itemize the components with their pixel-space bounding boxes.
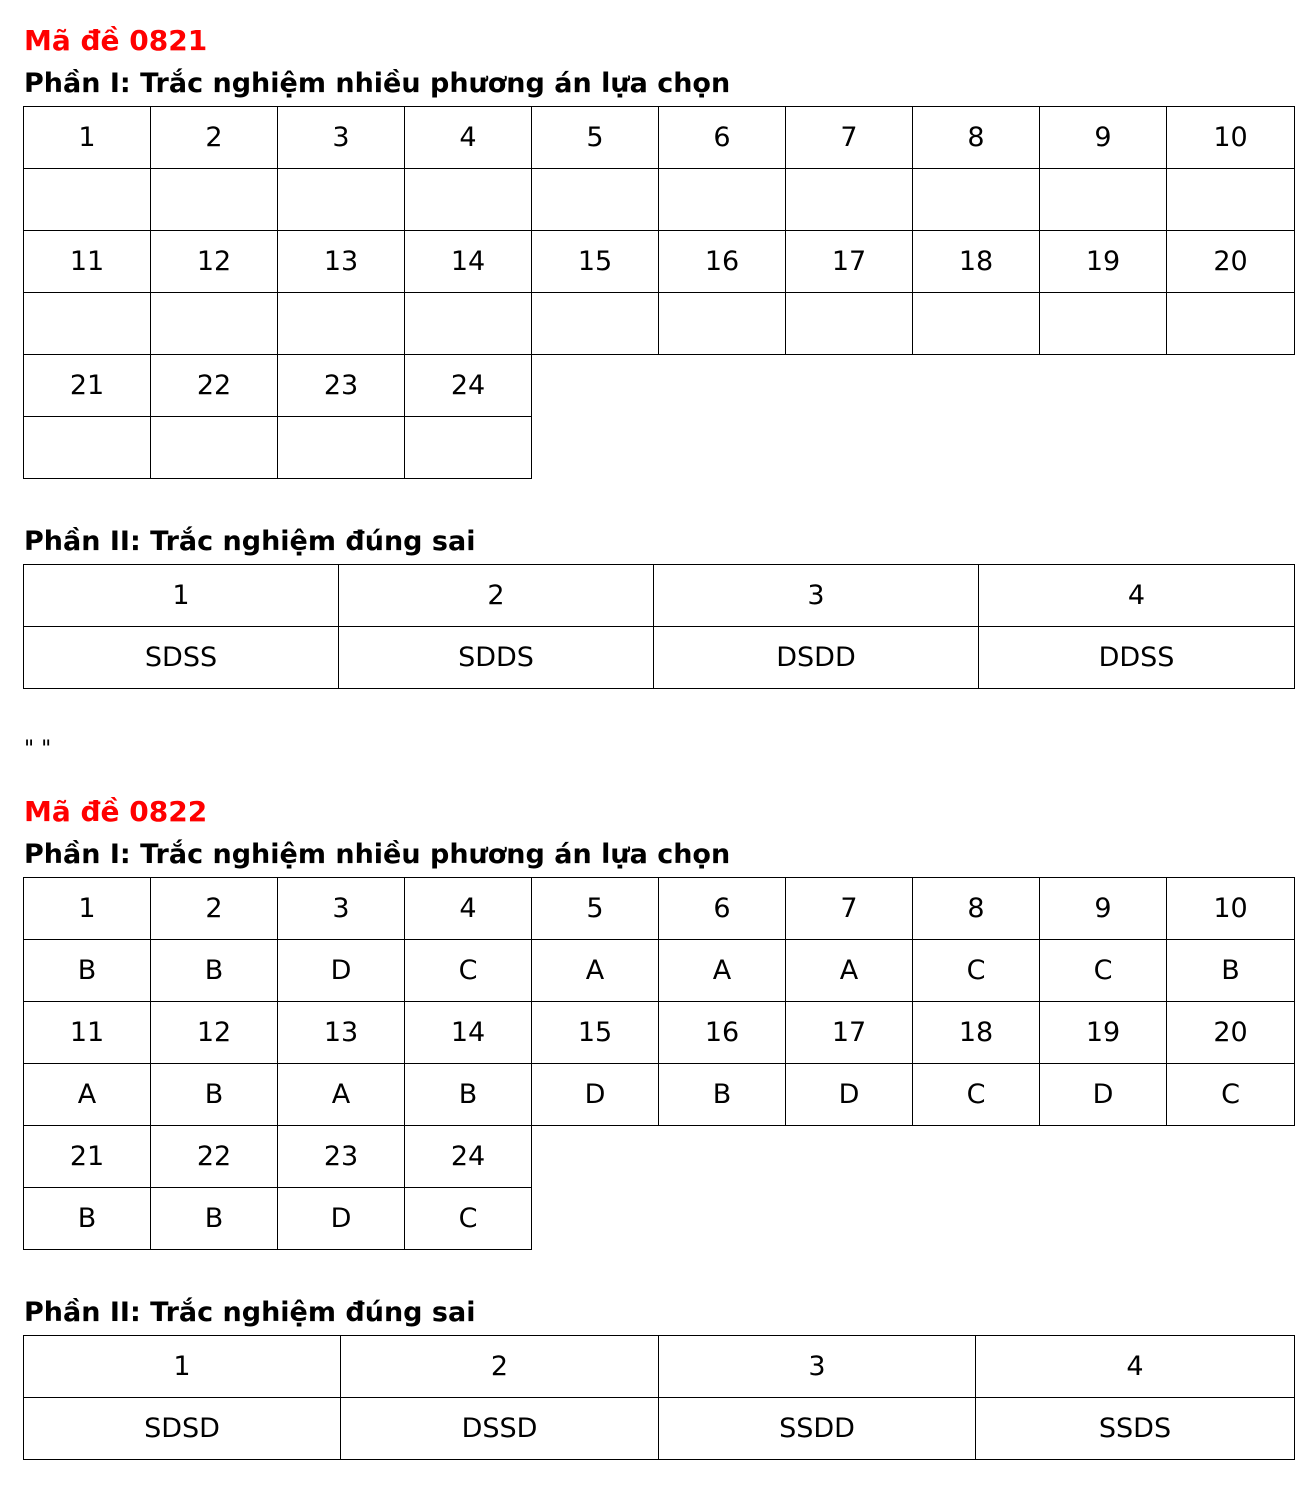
answer-cell bbox=[24, 169, 151, 231]
answer-cell bbox=[913, 169, 1040, 231]
question-number: 22 bbox=[151, 1126, 278, 1188]
question-number: 8 bbox=[913, 878, 1040, 940]
table-row bbox=[24, 1064, 1295, 1126]
question-number: 19 bbox=[1040, 1002, 1167, 1064]
answer-cell bbox=[151, 293, 278, 355]
answer-cell: SDSD bbox=[24, 1398, 341, 1460]
question-number: 1 bbox=[24, 107, 151, 169]
answer-cell bbox=[786, 169, 913, 231]
part1-answer-table-last-row bbox=[23, 354, 532, 479]
question-number: 9 bbox=[1040, 878, 1167, 940]
question-number: 14 bbox=[405, 1002, 532, 1064]
answer-cell: B bbox=[659, 1064, 786, 1126]
question-number: 24 bbox=[405, 355, 532, 417]
question-number: 10 bbox=[1167, 878, 1295, 940]
answer-cell: SSDS bbox=[976, 1398, 1295, 1460]
question-number: 4 bbox=[976, 1336, 1295, 1398]
question-number: 13 bbox=[278, 231, 405, 293]
question-number: 6 bbox=[659, 878, 786, 940]
table-row bbox=[24, 1002, 1295, 1064]
question-number: 3 bbox=[654, 565, 979, 627]
part2-title: Phần II: Trắc nghiệm đúng sai bbox=[24, 526, 476, 557]
table-row bbox=[24, 878, 1295, 940]
question-number: 11 bbox=[24, 1002, 151, 1064]
table-row bbox=[24, 627, 1295, 689]
exam-code-title: Mã đề 0821 bbox=[24, 24, 208, 57]
question-number: 16 bbox=[659, 1002, 786, 1064]
answer-cell bbox=[278, 169, 405, 231]
table-row bbox=[24, 107, 1295, 169]
table-row bbox=[24, 355, 532, 417]
separator-text: " " bbox=[24, 737, 52, 762]
answer-cell: C bbox=[405, 940, 532, 1002]
answer-cell: DSDD bbox=[654, 627, 979, 689]
answer-cell bbox=[24, 417, 151, 479]
table-row bbox=[24, 169, 1295, 231]
answer-cell bbox=[405, 417, 532, 479]
table-row bbox=[24, 293, 1295, 355]
part1-title: Phần I: Trắc nghiệm nhiều phương án lựa chọn bbox=[24, 839, 731, 870]
part1-answer-table bbox=[23, 877, 1295, 1126]
question-number: 12 bbox=[151, 1002, 278, 1064]
answer-cell: A bbox=[659, 940, 786, 1002]
answer-cell: SDSS bbox=[24, 627, 339, 689]
answer-cell: C bbox=[405, 1188, 532, 1250]
question-number: 2 bbox=[151, 878, 278, 940]
answer-cell: A bbox=[24, 1064, 151, 1126]
answer-cell: A bbox=[278, 1064, 405, 1126]
answer-cell: B bbox=[151, 940, 278, 1002]
question-number: 19 bbox=[1040, 231, 1167, 293]
question-number: 20 bbox=[1167, 1002, 1295, 1064]
question-number: 9 bbox=[1040, 107, 1167, 169]
answer-cell bbox=[659, 169, 786, 231]
answer-cell: C bbox=[913, 1064, 1040, 1126]
question-number: 15 bbox=[532, 1002, 659, 1064]
answer-cell: D bbox=[278, 940, 405, 1002]
answer-cell: B bbox=[151, 1064, 278, 1126]
answer-cell bbox=[1167, 169, 1295, 231]
answer-cell: B bbox=[151, 1188, 278, 1250]
question-number: 5 bbox=[532, 878, 659, 940]
answer-cell: C bbox=[913, 940, 1040, 1002]
answer-cell bbox=[786, 293, 913, 355]
question-number: 18 bbox=[913, 231, 1040, 293]
answer-cell bbox=[1167, 293, 1295, 355]
answer-cell bbox=[532, 169, 659, 231]
question-number: 13 bbox=[278, 1002, 405, 1064]
answer-cell bbox=[405, 169, 532, 231]
answer-cell: A bbox=[532, 940, 659, 1002]
answer-cell: B bbox=[1167, 940, 1295, 1002]
question-number: 17 bbox=[786, 1002, 913, 1064]
question-number: 1 bbox=[24, 1336, 341, 1398]
question-number: 24 bbox=[405, 1126, 532, 1188]
question-number: 4 bbox=[979, 565, 1295, 627]
question-number: 2 bbox=[339, 565, 654, 627]
answer-cell: C bbox=[1040, 940, 1167, 1002]
answer-cell: B bbox=[24, 1188, 151, 1250]
answer-cell bbox=[659, 293, 786, 355]
question-number: 12 bbox=[151, 231, 278, 293]
answer-cell: SSDD bbox=[659, 1398, 976, 1460]
question-number: 20 bbox=[1167, 231, 1295, 293]
answer-cell: DDSS bbox=[979, 627, 1295, 689]
answer-cell bbox=[913, 293, 1040, 355]
part2-title: Phần II: Trắc nghiệm đúng sai bbox=[24, 1297, 476, 1328]
answer-cell bbox=[151, 417, 278, 479]
question-number: 1 bbox=[24, 878, 151, 940]
question-number: 15 bbox=[532, 231, 659, 293]
question-number: 16 bbox=[659, 231, 786, 293]
question-number: 23 bbox=[278, 1126, 405, 1188]
answer-cell bbox=[278, 293, 405, 355]
answer-cell: B bbox=[24, 940, 151, 1002]
exam-code-title: Mã đề 0822 bbox=[24, 795, 208, 828]
question-number: 8 bbox=[913, 107, 1040, 169]
question-number: 7 bbox=[786, 107, 913, 169]
answer-cell bbox=[1040, 169, 1167, 231]
answer-cell: B bbox=[405, 1064, 532, 1126]
question-number: 21 bbox=[24, 355, 151, 417]
table-row bbox=[24, 1398, 1295, 1460]
question-number: 6 bbox=[659, 107, 786, 169]
table-row bbox=[24, 417, 532, 479]
question-number: 14 bbox=[405, 231, 532, 293]
question-number: 10 bbox=[1167, 107, 1295, 169]
answer-cell: D bbox=[786, 1064, 913, 1126]
table-row bbox=[24, 1188, 532, 1250]
answer-cell bbox=[278, 417, 405, 479]
question-number: 11 bbox=[24, 231, 151, 293]
question-number: 7 bbox=[786, 878, 913, 940]
answer-cell: DSSD bbox=[341, 1398, 659, 1460]
table-row bbox=[24, 1336, 1295, 1398]
question-number: 3 bbox=[278, 107, 405, 169]
answer-cell bbox=[24, 293, 151, 355]
part1-answer-table bbox=[23, 106, 1295, 355]
answer-cell: D bbox=[1040, 1064, 1167, 1126]
question-number: 2 bbox=[151, 107, 278, 169]
answer-cell bbox=[151, 169, 278, 231]
answer-cell bbox=[405, 293, 532, 355]
question-number: 5 bbox=[532, 107, 659, 169]
question-number: 2 bbox=[341, 1336, 659, 1398]
question-number: 4 bbox=[405, 107, 532, 169]
table-row bbox=[24, 940, 1295, 1002]
table-row bbox=[24, 231, 1295, 293]
question-number: 21 bbox=[24, 1126, 151, 1188]
answer-cell bbox=[532, 293, 659, 355]
answer-cell: D bbox=[532, 1064, 659, 1126]
part2-answer-table bbox=[23, 1335, 1295, 1460]
question-number: 3 bbox=[278, 878, 405, 940]
table-row bbox=[24, 565, 1295, 627]
part2-answer-table bbox=[23, 564, 1295, 689]
answer-cell: A bbox=[786, 940, 913, 1002]
part1-title: Phần I: Trắc nghiệm nhiều phương án lựa chọn bbox=[24, 68, 731, 99]
question-number: 23 bbox=[278, 355, 405, 417]
question-number: 4 bbox=[405, 878, 532, 940]
answer-cell: C bbox=[1167, 1064, 1295, 1126]
question-number: 1 bbox=[24, 565, 339, 627]
answer-cell: SDDS bbox=[339, 627, 654, 689]
table-row bbox=[24, 1126, 532, 1188]
question-number: 17 bbox=[786, 231, 913, 293]
question-number: 3 bbox=[659, 1336, 976, 1398]
part1-answer-table-last-row bbox=[23, 1125, 532, 1250]
answer-cell: D bbox=[278, 1188, 405, 1250]
question-number: 22 bbox=[151, 355, 278, 417]
answer-cell bbox=[1040, 293, 1167, 355]
question-number: 18 bbox=[913, 1002, 1040, 1064]
